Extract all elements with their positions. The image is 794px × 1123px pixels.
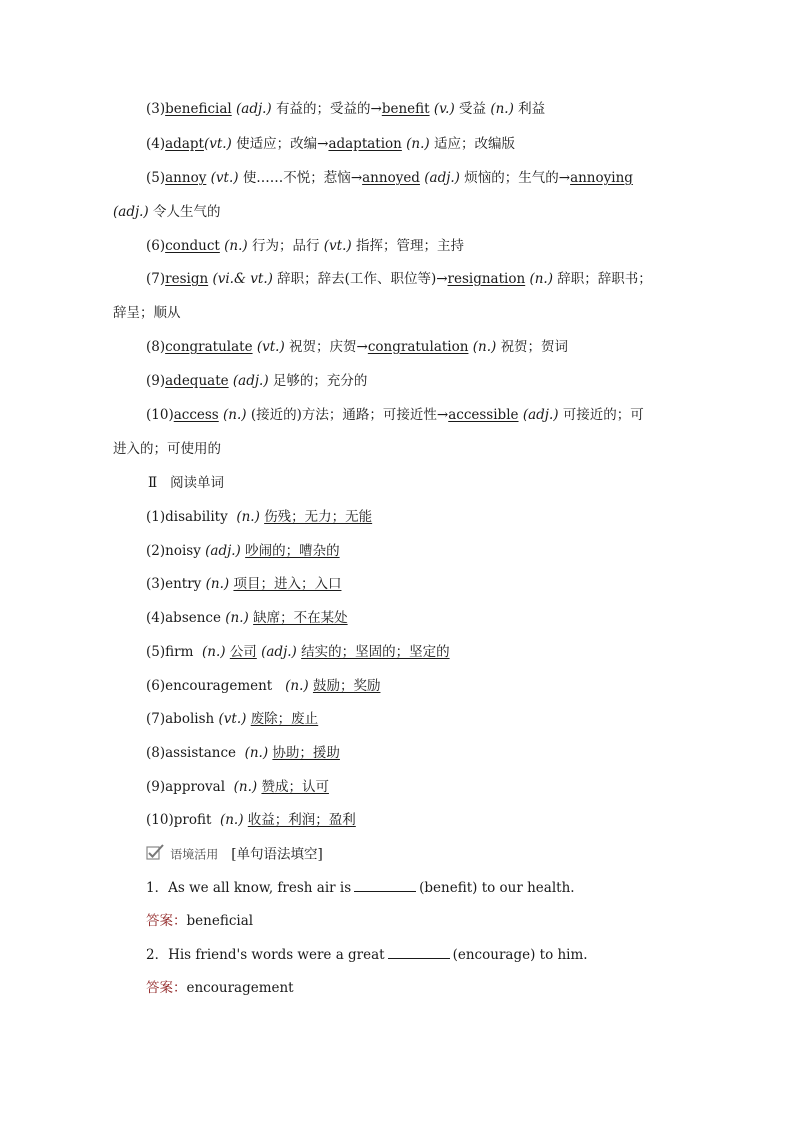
vocab-word: adequate [165, 373, 229, 389]
meaning-answer: 收益；利润；盈利 [247, 812, 356, 828]
part-of-speech: (adj.) [205, 543, 241, 559]
item-number: (4) [146, 610, 166, 626]
meaning: 祝贺；庆贺 [289, 339, 357, 355]
arrow-icon: → [317, 136, 329, 152]
part-of-speech: (v.) [433, 101, 455, 117]
question-hint: (encourage) [452, 947, 536, 963]
arrow-icon: → [558, 170, 571, 186]
part-of-speech: (n.) [224, 238, 248, 254]
answer-text: encouragement [186, 980, 294, 996]
item-number: (6) [146, 238, 166, 254]
question-text: As we all know, fresh air is [168, 880, 352, 896]
answer-label: 答案： [146, 980, 187, 996]
part-of-speech: (n.) [490, 101, 514, 117]
meaning: 辞呈；顺从 [113, 305, 181, 321]
arrow-icon: → [436, 407, 449, 423]
question-2 [146, 944, 588, 965]
meaning: 令人生气的 [153, 204, 221, 220]
write-vocab-10 [146, 405, 644, 425]
write-vocab-5 [146, 168, 633, 188]
write-vocab-9 [146, 371, 367, 391]
meaning: 利益 [518, 101, 546, 117]
write-vocab-7 [146, 269, 652, 289]
answer-text: beneficial [186, 913, 254, 929]
part-of-speech: (vt.) [218, 711, 247, 727]
answer-blank[interactable] [354, 877, 416, 892]
meaning-answer: 项目；进入；入口 [233, 576, 342, 592]
meaning: 使适应；改编 [236, 136, 318, 152]
derived-word: annoying [570, 170, 633, 186]
meaning-answer: 公司 [229, 644, 257, 660]
question-text: to our health. [481, 880, 575, 896]
read-vocab-3 [146, 574, 341, 594]
read-vocab-4 [146, 608, 348, 628]
part-of-speech: (n.) [529, 271, 553, 287]
answer-blank[interactable] [388, 944, 450, 959]
part-of-speech: (vt.) [203, 136, 232, 152]
part-of-speech: (adj.) [261, 644, 297, 660]
write-vocab-7-cont [113, 303, 181, 323]
item-number: (6) [146, 678, 166, 694]
meaning: 受益 [459, 101, 487, 117]
meaning-answer: 协助；援助 [272, 745, 340, 761]
part-of-speech: (adj.) [232, 373, 269, 389]
vocab-word: access [173, 407, 219, 423]
arrow-icon: → [356, 339, 368, 355]
vocab-word: conduct [165, 238, 220, 254]
practice-header [146, 843, 323, 867]
meaning: 可接近的；可 [562, 407, 644, 423]
item-number: (8) [146, 339, 166, 355]
checkbox-pencil-icon [146, 843, 166, 867]
vocab-word: encouragement [165, 678, 273, 694]
part-of-speech: (n.) [244, 745, 269, 761]
arrow-icon: → [350, 170, 363, 186]
read-vocab-6 [146, 676, 380, 696]
vocab-word: annoy [165, 170, 207, 186]
practice-label: 语境活用 [170, 847, 219, 862]
meaning: 祝贺；贺词 [500, 339, 569, 355]
vocab-word: entry [165, 576, 202, 592]
vocab-word: adapt [165, 136, 204, 152]
meaning: 辞职；辞去(工作、职位等) [277, 271, 437, 287]
section-title: 阅读单词 [170, 475, 225, 491]
section-number: Ⅱ [148, 475, 158, 491]
item-number: (1) [146, 509, 166, 525]
part-of-speech: (vt.) [210, 170, 239, 186]
meaning: 行为；品行 [251, 238, 320, 254]
part-of-speech: (n.) [285, 678, 309, 694]
item-number: (5) [146, 644, 166, 660]
part-of-speech: (adj.) [236, 101, 272, 117]
vocab-word: disability [165, 509, 228, 525]
meaning: 使……不悦；惹恼 [242, 170, 351, 186]
derived-word: accessible [448, 407, 519, 423]
vocab-word: noisy [165, 543, 201, 559]
item-number: (10) [146, 812, 174, 828]
answer-2 [146, 978, 294, 998]
meaning-answer: 缺席；不在某处 [253, 610, 348, 626]
part-of-speech: (n.) [223, 407, 247, 423]
meaning: 进入的；可使用的 [113, 441, 221, 457]
read-vocab-8 [146, 743, 340, 763]
read-vocab-7 [146, 709, 318, 729]
item-number: (9) [146, 373, 166, 389]
arrow-icon: → [436, 271, 448, 287]
derived-word: congratulation [367, 339, 469, 355]
write-vocab-8 [146, 337, 568, 357]
part-of-speech: (vi.& vt.) [212, 271, 273, 287]
meaning-answer: 赞成；认可 [261, 779, 329, 795]
vocab-word: resign [165, 271, 209, 287]
vocab-word: firm [165, 644, 194, 660]
question-hint: (benefit) [419, 880, 478, 896]
arrow-icon: → [370, 101, 382, 117]
part-of-speech: (n.) [201, 644, 226, 660]
meaning: 足够的；充分的 [272, 373, 368, 389]
part-of-speech: (n.) [219, 812, 244, 828]
read-vocab-2 [146, 541, 340, 561]
vocab-word: absence [165, 610, 221, 626]
item-number: (7) [146, 711, 166, 727]
part-of-speech: (vt.) [256, 339, 285, 355]
part-of-speech: (n.) [225, 610, 249, 626]
question-number: 2． [146, 947, 169, 963]
derived-word: adaptation [328, 136, 402, 152]
item-number: (4) [146, 136, 166, 152]
read-vocab-1 [146, 507, 372, 527]
write-vocab-4 [146, 134, 515, 154]
question-text: to him. [539, 947, 588, 963]
meaning-answer: 结实的；坚固的；坚定的 [301, 644, 450, 660]
vocab-word: congratulate [165, 339, 253, 355]
vocab-word: profit [173, 812, 212, 828]
item-number: (9) [146, 779, 166, 795]
read-vocab-5 [146, 642, 450, 662]
part-of-speech: (adj.) [522, 407, 559, 423]
vocab-word: abolish [165, 711, 215, 727]
question-1 [146, 877, 575, 898]
part-of-speech: (n.) [236, 509, 260, 525]
meaning: 指挥；管理；主持 [355, 238, 464, 254]
item-number: (7) [146, 271, 166, 287]
meaning: 辞职；辞职书； [557, 271, 652, 287]
part-of-speech: (n.) [472, 339, 497, 355]
item-number: (5) [146, 170, 166, 186]
derived-word: annoyed [362, 170, 420, 186]
item-number: (2) [146, 543, 166, 559]
meaning: 适应；改编版 [433, 136, 515, 152]
meaning: (接近的)方法；通路；可接近性 [250, 407, 437, 423]
item-number: (3) [146, 101, 166, 117]
meaning-answer: 废除；废止 [250, 711, 319, 727]
vocab-word: assistance [165, 745, 236, 761]
item-number: (3) [146, 576, 166, 592]
write-vocab-10-cont [113, 439, 221, 459]
meaning: 烦恼的；生气的 [464, 170, 559, 186]
part-of-speech: (adj.) [113, 204, 149, 220]
part-of-speech: (adj.) [424, 170, 460, 186]
derived-word: resignation [447, 271, 526, 287]
write-vocab-6 [146, 236, 464, 256]
question-text: His friend's words were a great [168, 947, 385, 963]
item-number: (8) [146, 745, 166, 761]
answer-label: 答案： [146, 913, 187, 929]
write-vocab-5-cont [113, 202, 221, 222]
part-of-speech: (n.) [406, 136, 430, 152]
read-vocab-9 [146, 777, 329, 797]
part-of-speech: (n.) [205, 576, 230, 592]
meaning: 有益的；受益的 [276, 101, 371, 117]
part-of-speech: (vt.) [323, 238, 352, 254]
practice-title: [单句语法填空] [231, 846, 323, 863]
vocab-word: approval [165, 779, 226, 795]
vocab-word: beneficial [165, 101, 232, 117]
question-number: 1． [146, 880, 169, 896]
meaning-answer: 鼓励；奖励 [312, 678, 381, 694]
meaning-answer: 伤残；无力；无能 [264, 509, 373, 525]
meaning-answer: 吵闹的；嘈杂的 [245, 543, 340, 559]
item-number: (10) [146, 407, 174, 423]
answer-1 [146, 911, 253, 931]
part-of-speech: (n.) [233, 779, 258, 795]
section-heading [148, 473, 224, 493]
read-vocab-10 [146, 810, 356, 830]
derived-word: benefit [381, 101, 430, 117]
write-vocab-3 [146, 99, 545, 119]
